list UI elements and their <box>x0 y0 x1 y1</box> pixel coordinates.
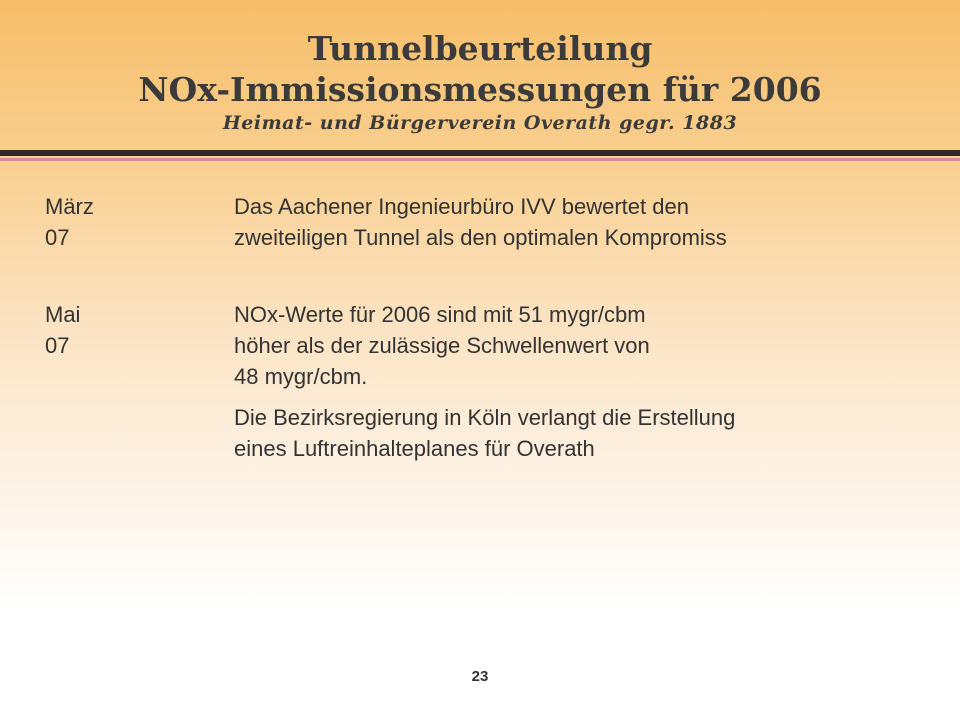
organization-subtitle: Heimat- und Bürgerverein Overath gegr. 1883 <box>222 112 738 134</box>
entry-followup-line: eines Luftreinhalteplanes für Overath <box>234 436 595 461</box>
entry-text <box>234 191 934 253</box>
page-number: 23 <box>471 668 489 685</box>
entry-text-line: zweiteiligen Tunnel als den optimalen Kompromiss <box>234 225 727 250</box>
entry-date: Mai 07 <box>45 302 81 358</box>
entry-date: März 07 <box>45 194 94 250</box>
entry-text-line: NOx-Werte für 2006 sind mit 51 mygr/cbm <box>234 302 646 327</box>
entry-text-line: 48 mygr/cbm. <box>234 364 368 389</box>
slide-title <box>0 28 960 136</box>
title-divider-dark <box>0 150 960 156</box>
entry-text-line: Das Aachener Ingenieurbüro IVV bewertet den <box>234 194 689 219</box>
entry-followup-line: Die Bezirksregierung in Köln verlangt die Erstellung <box>234 405 736 430</box>
title-divider-pink <box>0 158 960 161</box>
entry-text-line: höher als der zulässige Schwellenwert von <box>234 333 650 358</box>
title-line-2: NOx-Immissionsmessungen für 2006 <box>138 70 822 109</box>
title-line-1: Tunnelbeurteilung <box>307 29 653 68</box>
entry-text <box>234 299 934 464</box>
